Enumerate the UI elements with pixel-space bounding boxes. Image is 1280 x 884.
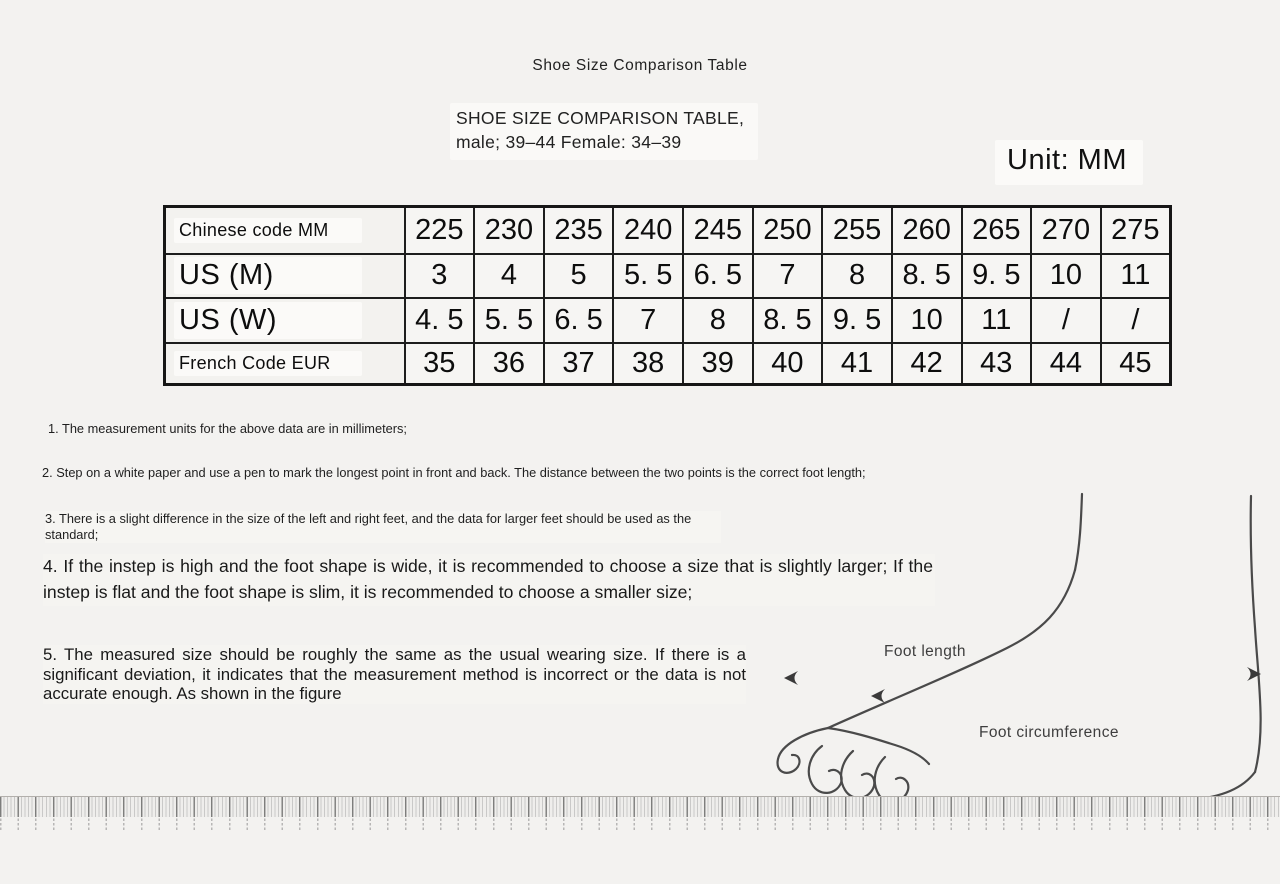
foot-heel-back-line <box>1251 496 1261 772</box>
note-instep-advice: 4. If the instep is high and the foot shape is wide, it is recommended to choose a size that is slightly larger; If the instep is flat and the foot shape is slim, it is recommended to choose a smaller size; <box>43 554 935 606</box>
size-cell: 7 <box>753 254 823 298</box>
ruler <box>0 796 1280 817</box>
size-cell: 35 <box>405 343 475 385</box>
size-cell: 10 <box>892 298 962 343</box>
foot-toe-2 <box>809 746 842 793</box>
size-cell: 43 <box>962 343 1032 385</box>
subtitle <box>450 103 758 160</box>
size-cell: 270 <box>1031 207 1101 254</box>
size-cell: 5. 5 <box>613 254 683 298</box>
size-cell: / <box>1031 298 1101 343</box>
table-row-eur <box>165 343 1171 385</box>
arrow-mid-icon <box>871 689 885 703</box>
row-label-us-men: US (M) <box>165 254 405 298</box>
size-cell: 275 <box>1101 207 1171 254</box>
subtitle-line2: male; 39–44 Female: 34–39 <box>456 131 682 152</box>
subtitle-line1: SHOE SIZE COMPARISON TABLE, <box>456 108 745 128</box>
size-cell: 11 <box>962 298 1032 343</box>
note-paper-marking: 2. Step on a white paper and use a pen to mark the longest point in front and back. The distance between the two points is the correct foot length; <box>42 465 866 480</box>
table-row-us-women <box>165 298 1171 343</box>
size-cell: 41 <box>822 343 892 385</box>
size-cell: 6. 5 <box>683 254 753 298</box>
size-cell: 240 <box>613 207 683 254</box>
size-cell: 44 <box>1031 343 1101 385</box>
size-cell: 37 <box>544 343 614 385</box>
size-cell: 11 <box>1101 254 1171 298</box>
size-cell: 225 <box>405 207 475 254</box>
size-cell: 5 <box>544 254 614 298</box>
size-cell: 235 <box>544 207 614 254</box>
size-cell: 8 <box>822 254 892 298</box>
ruler-subticks <box>0 817 1280 832</box>
size-cell: 245 <box>683 207 753 254</box>
row-label-eur: French Code EUR <box>165 343 405 385</box>
size-cell: 39 <box>683 343 753 385</box>
size-cell: 42 <box>892 343 962 385</box>
foot-toe-1 <box>778 728 828 773</box>
size-cell: 8. 5 <box>892 254 962 298</box>
size-cell: 5. 5 <box>474 298 544 343</box>
size-cell: 265 <box>962 207 1032 254</box>
note-measurement-units: 1. The measurement units for the above data are in millimeters; <box>48 421 407 436</box>
size-cell: 8 <box>683 298 753 343</box>
size-table <box>163 205 1172 386</box>
foot-toe-ridge <box>828 728 929 764</box>
size-cell: 38 <box>613 343 683 385</box>
size-cell: 36 <box>474 343 544 385</box>
note-left-right-difference: 3. There is a slight difference in the size of the left and right feet, and the data for larger feet should be used as the standard; <box>45 511 721 543</box>
size-cell: 6. 5 <box>544 298 614 343</box>
size-cell: 4 <box>474 254 544 298</box>
foot-circumference-label: Foot circumference <box>979 724 1119 741</box>
size-cell: 10 <box>1031 254 1101 298</box>
size-cell: 4. 5 <box>405 298 475 343</box>
page-title: Shoe Size Comparison Table <box>532 57 748 74</box>
size-cell: / <box>1101 298 1171 343</box>
table-row-chinese-code <box>165 207 1171 254</box>
size-cell: 3 <box>405 254 475 298</box>
size-cell: 230 <box>474 207 544 254</box>
size-cell: 7 <box>613 298 683 343</box>
size-cell: 40 <box>753 343 823 385</box>
size-cell: 9. 5 <box>962 254 1032 298</box>
size-cell: 9. 5 <box>822 298 892 343</box>
foot-outline-diagram <box>765 478 1280 808</box>
size-cell: 8. 5 <box>753 298 823 343</box>
foot-front-ankle-line <box>1075 494 1082 570</box>
size-cell: 260 <box>892 207 962 254</box>
size-cell: 45 <box>1101 343 1171 385</box>
foot-toe-3 <box>841 751 874 798</box>
size-cell: 250 <box>753 207 823 254</box>
size-cell: 255 <box>822 207 892 254</box>
table-row-us-men <box>165 254 1171 298</box>
note-measured-size: 5. The measured size should be roughly the same as the usual wearing size. If there is a significant deviation, it indicates that the measurement method is incorrect or the data is not accurate enough. As shown in the figure <box>43 645 746 704</box>
unit-label: Unit: MM <box>995 140 1143 185</box>
foot-length-label: Foot length <box>884 643 966 660</box>
row-label-chinese-code: Chinese code MM <box>165 207 405 254</box>
arrow-left-icon <box>784 671 798 685</box>
row-label-us-women: US (W) <box>165 298 405 343</box>
